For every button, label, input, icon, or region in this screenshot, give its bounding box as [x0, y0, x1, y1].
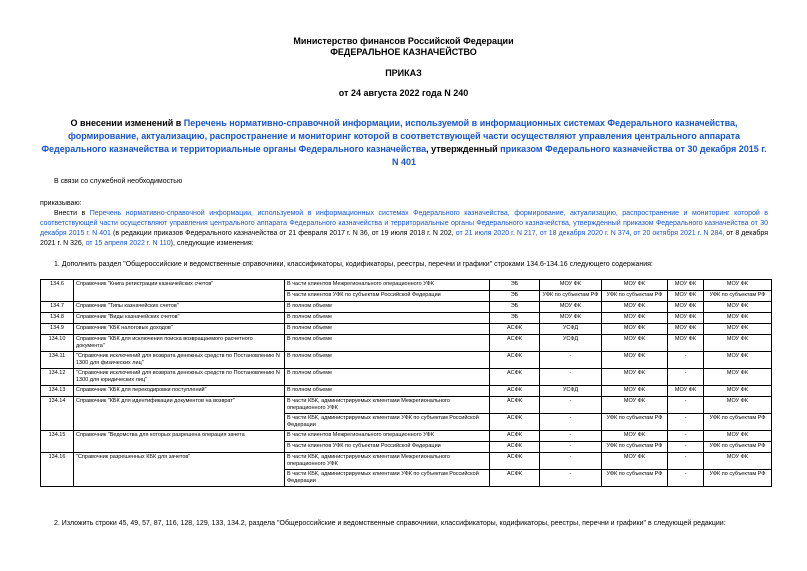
table-row	[41, 453, 772, 470]
row-scope-cell: В части клиентов УФК по субъектам Российской Федерации	[285, 442, 490, 453]
table-row	[41, 352, 772, 369]
row-system-cell: ЭБ	[490, 280, 540, 291]
row-responsible-cell: УСФД	[540, 386, 602, 397]
row-responsible-cell: МОУ ФК	[602, 453, 668, 470]
row-number-cell: 134.12	[41, 369, 74, 386]
row-responsible-cell: МОУ ФК	[704, 335, 772, 352]
row-system-cell: АСФК	[490, 335, 540, 352]
document-date-number: от 24 августа 2022 года N 240	[338, 88, 469, 98]
row-scope-cell: В части клиентов Межрегионального операционного УФК	[285, 280, 490, 291]
row-responsible-cell: МОУ ФК	[704, 369, 772, 386]
row-name-cell: Справочник "Типы казначейских счетов"	[74, 302, 285, 313]
row-responsible-cell: МОУ ФК	[602, 386, 668, 397]
title-middle: , утвержденный	[426, 144, 501, 154]
table-row	[41, 369, 772, 386]
additions-table	[40, 279, 772, 487]
row-responsible-cell: -	[540, 453, 602, 470]
row-responsible-cell: МОУ ФК	[602, 313, 668, 324]
ministry-heading: Министерство финансов Российской Федерации	[293, 36, 514, 46]
row-responsible-cell: УФК по субъектам РФ	[704, 414, 772, 431]
row-system-cell: АСФК	[490, 352, 540, 369]
row-responsible-cell: МОУ ФК	[602, 280, 668, 291]
row-responsible-cell: -	[668, 414, 704, 431]
row-responsible-cell: МОУ ФК	[704, 324, 772, 335]
row-responsible-cell: -	[668, 442, 704, 453]
row-scope-cell: В полном объеме	[285, 386, 490, 397]
row-number-cell: 134.9	[41, 324, 74, 335]
row-name-cell: Справочник "КБК налоговых доходов"	[74, 324, 285, 335]
row-responsible-cell: МОУ ФК	[704, 280, 772, 291]
table-row	[41, 280, 772, 291]
row-scope-cell: В полном объеме	[285, 335, 490, 352]
row-system-cell: АСФК	[490, 324, 540, 335]
row-responsible-cell: -	[668, 369, 704, 386]
row-responsible-cell: -	[668, 453, 704, 470]
row-responsible-cell: -	[540, 442, 602, 453]
title-link-order[interactable]: приказом Федерального казначейства от 30 декабря 2015 г. N 401	[391, 144, 767, 167]
row-number-cell: 134.10	[41, 335, 74, 352]
row-scope-cell: В полном объеме	[285, 302, 490, 313]
row-responsible-cell: МОУ ФК	[668, 324, 704, 335]
treasury-heading: ФЕДЕРАЛЬНОЕ КАЗНАЧЕЙСТВО	[330, 47, 477, 57]
row-responsible-cell: МОУ ФК	[704, 453, 772, 470]
row-responsible-cell: МОУ ФК	[668, 386, 704, 397]
row-system-cell: АСФК	[490, 442, 540, 453]
row-responsible-cell: -	[540, 470, 602, 487]
row-responsible-cell: МОУ ФК	[602, 335, 668, 352]
row-responsible-cell: МОУ ФК	[540, 280, 602, 291]
row-system-cell: ЭБ	[490, 302, 540, 313]
row-responsible-cell: МОУ ФК	[704, 352, 772, 369]
row-scope-cell: В части КБК, администрируемых клиентами Межрегионального операционного УФК	[285, 397, 490, 414]
row-system-cell: АСФК	[490, 386, 540, 397]
row-responsible-cell: МОУ ФК	[668, 313, 704, 324]
row-system-cell: АСФК	[490, 453, 540, 470]
row-responsible-cell: МОУ ФК	[704, 431, 772, 442]
row-name-cell: Справочник "Виды казначейских счетов"	[74, 313, 285, 324]
row-responsible-cell: УСФД	[540, 335, 602, 352]
row-scope-cell: В полном объеме	[285, 313, 490, 324]
intro-link-orders[interactable]: от 21 июля 2020 г. N 217, от 18 декабря 2020 г. N 374, от 20 октября 2021 г. N 284,	[455, 230, 725, 237]
row-responsible-cell: УФК по субъектам РФ	[602, 291, 668, 302]
row-responsible-cell: УСФД	[540, 324, 602, 335]
row-scope-cell: В части КБК, администрируемых клиентами УФК по субъектам Российской Федерации	[285, 414, 490, 431]
row-number-cell: 134.6	[41, 280, 74, 302]
row-name-cell: "Справочник исключений для возврата денежных средств по Постановлению N 1300 для физических лиц"	[74, 352, 285, 369]
row-responsible-cell: -	[668, 431, 704, 442]
row-number-cell: 134.11	[41, 352, 74, 369]
document-title	[40, 117, 768, 169]
row-name-cell: Справочник "Книга регистрации казначейских счетов"	[74, 280, 285, 302]
row-responsible-cell: МОУ ФК	[602, 397, 668, 414]
row-responsible-cell: МОУ ФК	[704, 386, 772, 397]
row-number-cell: 134.13	[41, 386, 74, 397]
row-name-cell: Справочник "КБК для идентификации документов на возврат"	[74, 397, 285, 431]
row-responsible-cell: МОУ ФК	[704, 302, 772, 313]
row-responsible-cell: -	[668, 352, 704, 369]
row-scope-cell: В части клиентов УФК по субъектам Российской Федерации	[285, 291, 490, 302]
intro-mid2: от 8 декабря 2021 г. N 326,	[40, 230, 768, 247]
intro-link-list[interactable]: Перечень нормативно-справочной информации, используемой в информационных системах Федерального казначейства, формирование, актуализацию, распространение и мониторинг которой в соответствующей части осуществляют управления центрального аппарата Федерального казначейства и территориальные органы Федерального казначейства, утвержденный приказом Федерального казначейства от 30 декабря 2015 г. N 401	[40, 210, 768, 237]
row-responsible-cell: -	[540, 369, 602, 386]
intro-suffix: ), следующие изменения:	[170, 240, 254, 247]
intro-prefix: Внести в	[54, 210, 90, 217]
intro-paragraph	[40, 209, 768, 249]
row-responsible-cell: УФК по субъектам РФ	[602, 470, 668, 487]
intro-link-110[interactable]: от 15 апреля 2022 г. N 110	[85, 240, 171, 247]
row-responsible-cell: УФК по субъектам РФ	[704, 442, 772, 453]
table-row	[41, 335, 772, 352]
table-row	[41, 431, 772, 442]
row-scope-cell: В полном объеме	[285, 369, 490, 386]
row-responsible-cell: -	[540, 431, 602, 442]
row-responsible-cell: МОУ ФК	[704, 397, 772, 414]
row-name-cell: Справочник "КБК для перекодировки поступлений"	[74, 386, 285, 397]
table-row	[41, 386, 772, 397]
row-responsible-cell: МОУ ФК	[704, 313, 772, 324]
row-responsible-cell: МОУ ФК	[602, 302, 668, 313]
row-responsible-cell: -	[668, 397, 704, 414]
row-number-cell: 134.8	[41, 313, 74, 324]
row-scope-cell: В части КБК, администрируемых клиентами УФК по субъектам Российской Федерации	[285, 470, 490, 487]
row-responsible-cell: МОУ ФК	[602, 369, 668, 386]
row-responsible-cell: МОУ ФК	[668, 291, 704, 302]
row-responsible-cell: УФК по субъектам РФ	[602, 414, 668, 431]
title-link-list[interactable]: Перечень нормативно-справочной информации, используемой в информационных системах Федерального казначейства, формирование, актуализацию, распространение и мониторинг которой в соответствующей части осуществляют управления центрального аппарата Федерального казначейства и территориальные органы Федерального казначейства	[41, 118, 741, 154]
row-name-cell: Справочник "КБК для исключения поиска возвращаемого расчетного документа"	[74, 335, 285, 352]
item-1-paragraph: 1. Дополнить раздел "Общероссийские и ведомственные справочники, классификаторы, кодификаторы, реестры, перечни и графики" строками 134.6-134.16 следующего содержания:	[54, 261, 653, 268]
order-paragraph: приказываю:	[40, 200, 82, 207]
row-responsible-cell: МОУ ФК	[668, 302, 704, 313]
row-responsible-cell: -	[540, 352, 602, 369]
row-responsible-cell: МОУ ФК	[668, 335, 704, 352]
row-system-cell: ЭБ	[490, 291, 540, 302]
row-system-cell: АСФК	[490, 470, 540, 487]
row-responsible-cell: УФК по субъектам РФ	[704, 470, 772, 487]
necessity-paragraph: В связи со служебной необходимостью	[54, 178, 183, 185]
row-number-cell: 134.7	[41, 302, 74, 313]
document-type: ПРИКАЗ	[385, 68, 422, 78]
row-responsible-cell: МОУ ФК	[602, 324, 668, 335]
row-responsible-cell: УФК по субъектам РФ	[602, 442, 668, 453]
row-system-cell: ЭБ	[490, 313, 540, 324]
table-row	[41, 302, 772, 313]
row-name-cell: Справочник "Ведомства для которых разрешена операция зачета	[74, 431, 285, 453]
row-scope-cell: В части КБК, администрируемых клиентами Межрегионального операционного УФК	[285, 453, 490, 470]
row-responsible-cell: УФК по субъектам РФ	[704, 291, 772, 302]
title-prefix: О внесении изменений в	[70, 118, 184, 128]
row-name-cell: "Справочник исключений для возврата денежных средств по Постановлению N 1300 для юридических лиц"	[74, 369, 285, 386]
row-system-cell: АСФК	[490, 431, 540, 442]
row-number-cell: 134.15	[41, 431, 74, 453]
row-system-cell: АСФК	[490, 397, 540, 414]
row-scope-cell: В полном объеме	[285, 352, 490, 369]
row-responsible-cell: МОУ ФК	[668, 280, 704, 291]
row-name-cell: "Справочник разрешенных КБК для зачетов"	[74, 453, 285, 487]
row-number-cell: 134.16	[41, 453, 74, 487]
intro-mid1: (в редакции приказов Федерального казначейства от 21 февраля 2017 г. N 36, от 19 июля 2018 г. N 202,	[110, 230, 456, 237]
table-row	[41, 324, 772, 335]
row-responsible-cell: -	[540, 414, 602, 431]
row-scope-cell: В полном объеме	[285, 324, 490, 335]
row-responsible-cell: МОУ ФК	[602, 352, 668, 369]
row-responsible-cell: МОУ ФК	[540, 313, 602, 324]
row-responsible-cell: -	[668, 470, 704, 487]
table-row	[41, 313, 772, 324]
row-scope-cell: В части клиентов Межрегионального операционного УФК	[285, 431, 490, 442]
item-2-paragraph: 2. Изложить строки 45, 49, 57, 87, 116, 128, 129, 133, 134.2, раздела "Общероссийские и ведомственные справочники, классификаторы, кодификаторы, реестры, перечни и графики" в следующей редакции:	[54, 520, 726, 527]
row-responsible-cell: УФК по субъектам РФ	[540, 291, 602, 302]
row-responsible-cell: -	[540, 397, 602, 414]
row-responsible-cell: МОУ ФК	[602, 431, 668, 442]
row-responsible-cell: МОУ ФК	[540, 302, 602, 313]
row-number-cell: 134.14	[41, 397, 74, 431]
row-system-cell: АСФК	[490, 414, 540, 431]
row-system-cell: АСФК	[490, 369, 540, 386]
table-row	[41, 397, 772, 414]
